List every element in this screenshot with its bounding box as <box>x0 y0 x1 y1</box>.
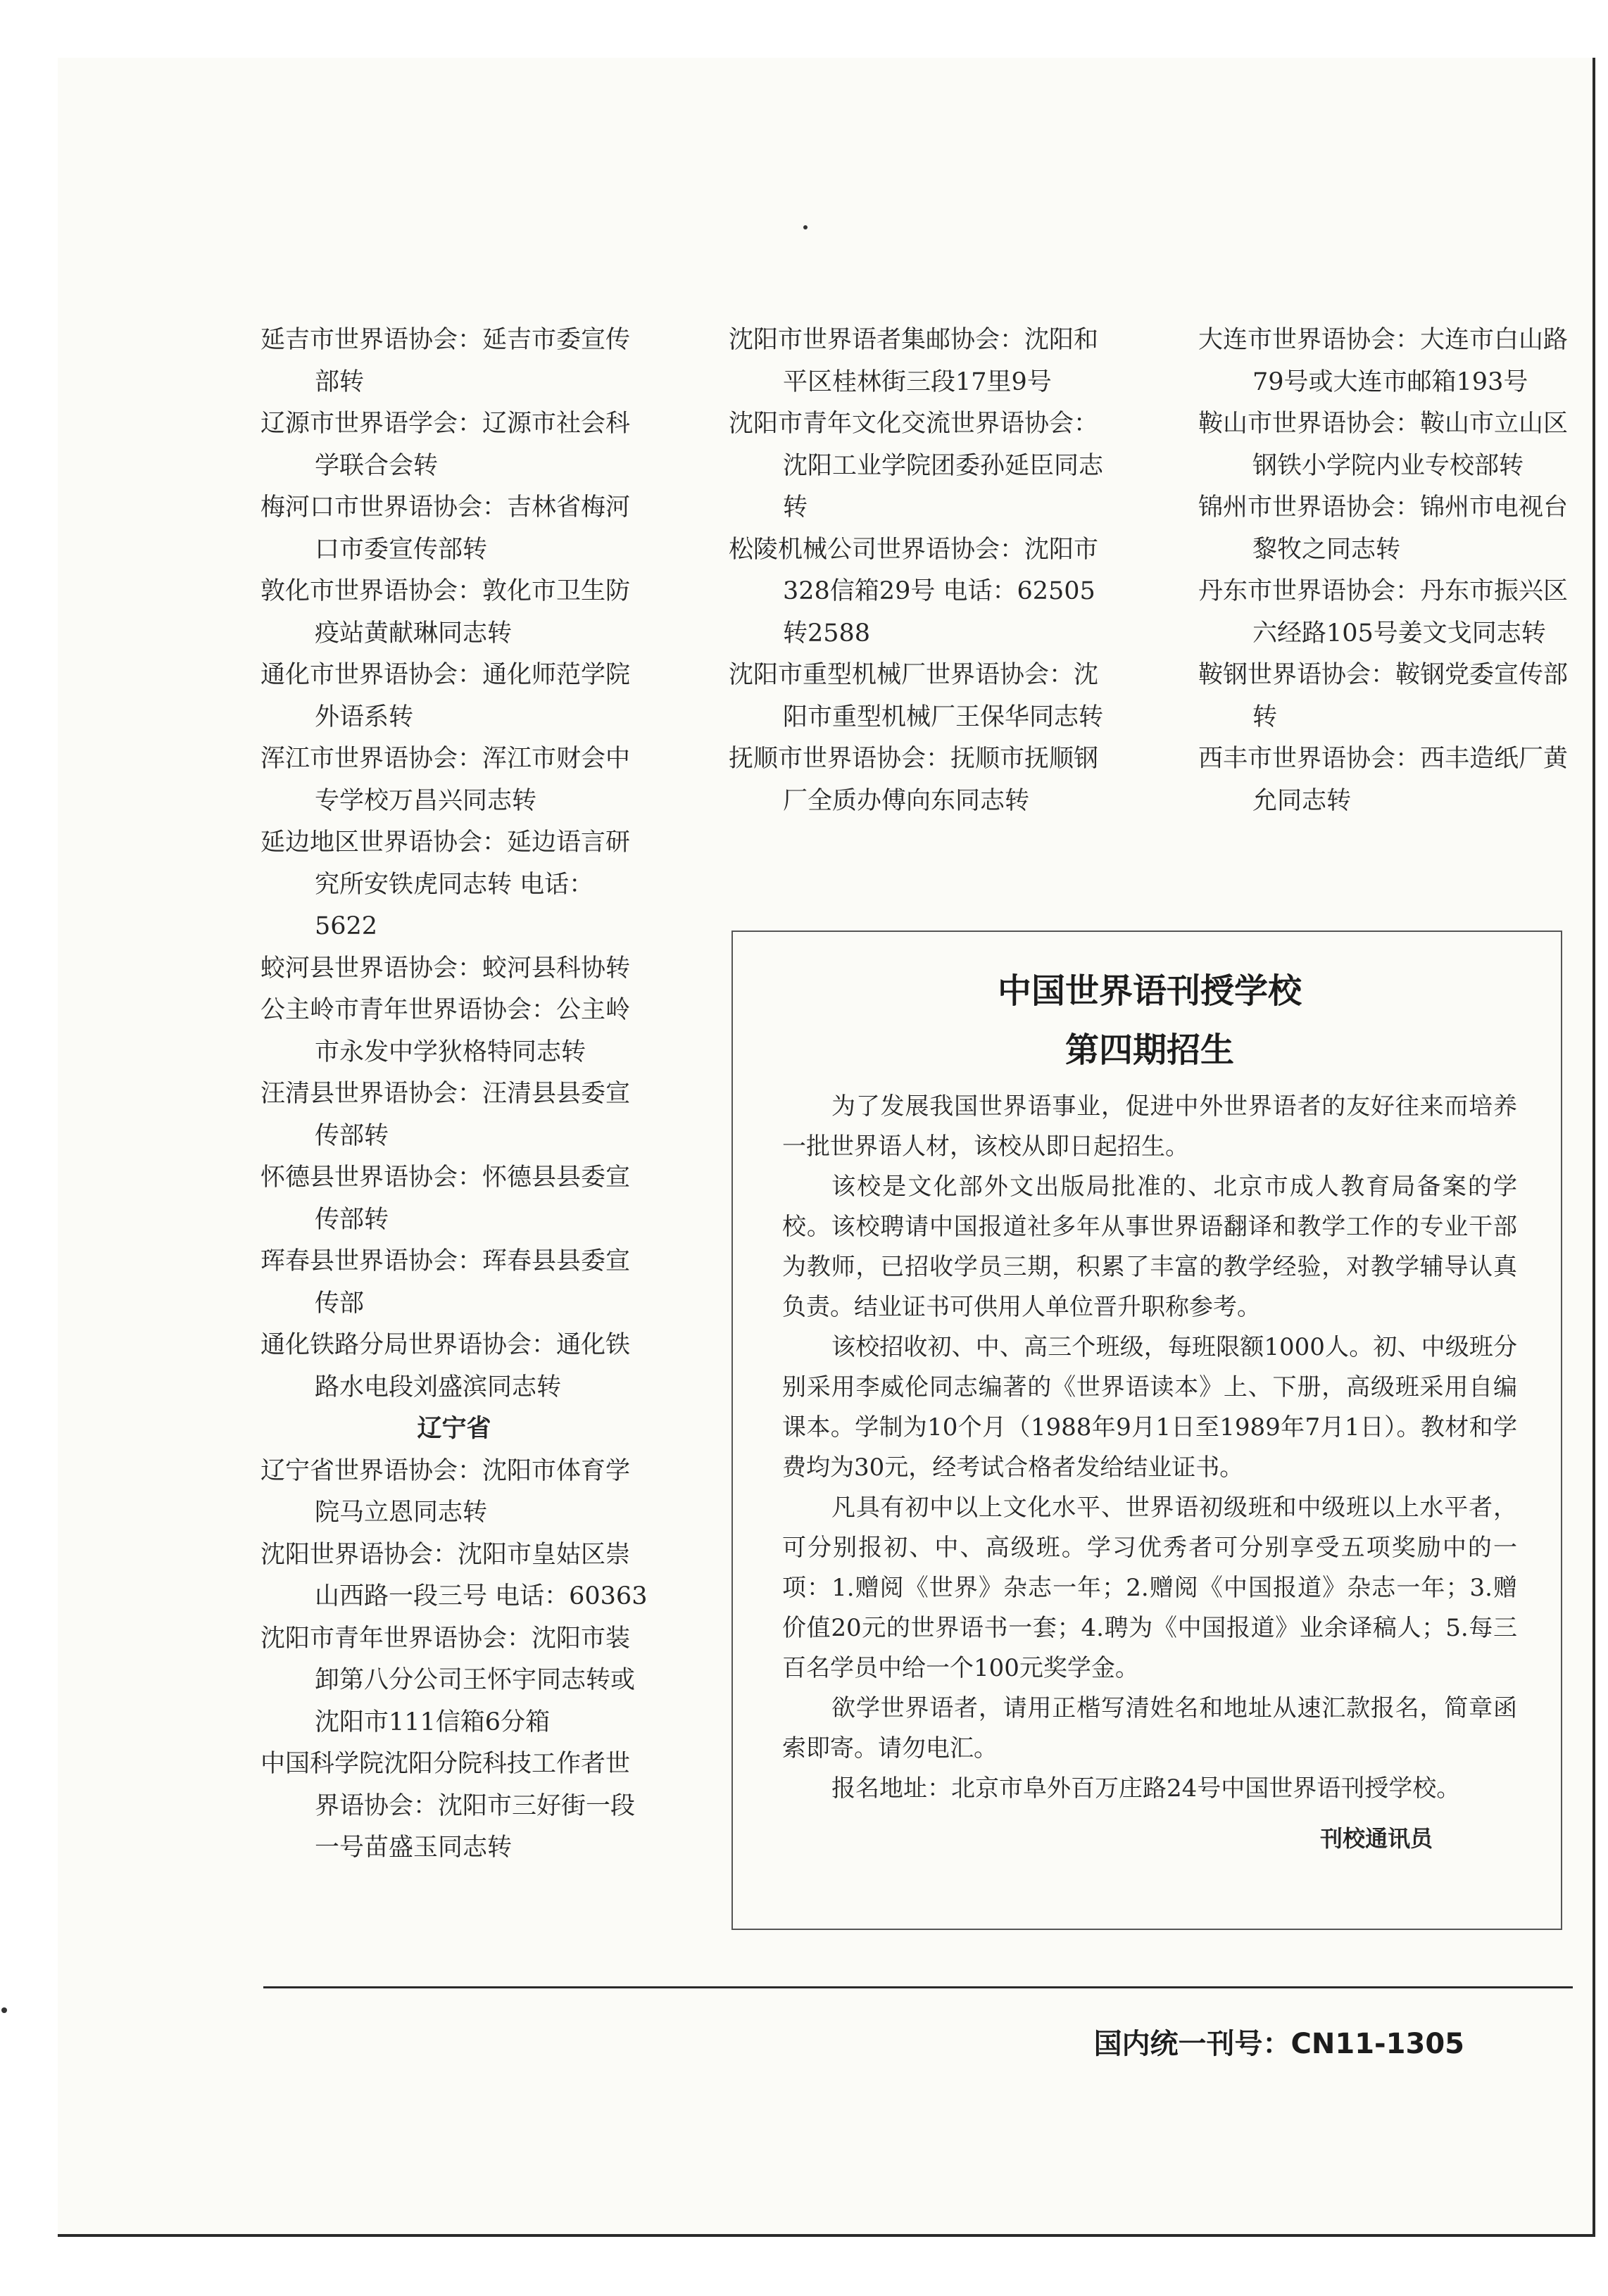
list-item: 敦化市世界语协会：敦化市卫生防疫站黄献琳同志转 <box>260 577 631 648</box>
page-sheet <box>58 58 1595 2237</box>
column-3 <box>1198 320 1589 822</box>
list-item: 丹东市世界语协会：丹东市振兴区六经路105号姜文戈同志转 <box>1198 577 1569 648</box>
list-item: 锦州市世界语协会：锦州市电视台黎牧之同志转 <box>1198 493 1569 564</box>
notice-paragraph: 该校是文化部外文出版局批准的、北京市成人教育局备案的学校。该校聘请中国报道社多年从事世界语翻译和教学工作的专业干部为教师，已招收学员三期，积累了丰富的教学经验，对教学辅导认真负责。结业证书可供用人单位晋升职称参考。 <box>782 1173 1517 1321</box>
notice-paragraph: 凡具有初中以上文化水平、世界语初级班和中级班以上水平者，可分别报初、中、高级班。学习优秀者可分别享受五项奖励中的一项：1.赠阅《世界》杂志一年；2.赠阅《中国报道》杂志一年；3.赠价值20元的世界语书一套；4.聘为《中国报道》业余译稿人；5.每三百名学员中给一个100元奖学金。 <box>782 1494 1517 1682</box>
list-item: 汪清县世界语协会：汪清县县委宣传部转 <box>260 1080 631 1150</box>
print-speck <box>803 225 808 229</box>
list-item: 梅河口市世界语协会：吉林省梅河口市委宣传部转 <box>260 493 631 564</box>
notice-paragraph: 报名地址：北京市阜外百万庄路24号中国世界语刊授学校。 <box>831 1774 1461 1803</box>
column-1 <box>260 320 648 1869</box>
notice-paragraph: 为了发展我国世界语事业，促进中外世界语者的友好往来而培养一批世界语人材，该校从即日起招生。 <box>782 1092 1517 1161</box>
list-item: 抚顺市世界语协会：抚顺市抚顺钢厂全质办傅向东同志转 <box>729 745 1099 815</box>
list-item: 大连市世界语协会：大连市白山路79号或大连市邮箱193号 <box>1198 326 1569 396</box>
print-speck <box>1 2007 7 2013</box>
list-item: 松陵机械公司世界语协会：沈阳市328信箱29号 电话：62505转2588 <box>729 535 1099 648</box>
list-item: 沈阳市青年文化交流世界语协会：沈阳工业学院团委孙延臣同志转 <box>729 410 1104 522</box>
notice-subtitle: 第四期招生 <box>1064 1030 1234 1070</box>
list-item: 蛟河县世界语协会：蛟河县科协转 <box>260 954 631 983</box>
list-item: 沈阳市重型机械厂世界语协会：沈阳市重型机械厂王保华同志转 <box>729 661 1104 731</box>
province-heading: 辽宁省 <box>417 1415 491 1443</box>
list-item: 浑江市世界语协会：浑江市财会中专学校万昌兴同志转 <box>260 745 631 815</box>
footer-divider <box>263 1986 1573 1988</box>
notice-signature: 刊校通讯员 <box>1319 1825 1433 1852</box>
issn-number: 国内统一刊号：CN11-1305 <box>1093 2028 1464 2060</box>
enrollment-notice-box <box>731 931 1562 1930</box>
column-2 <box>729 320 1109 822</box>
notice-title: 中国世界语刊授学校 <box>997 971 1302 1011</box>
list-item: 沈阳市世界语者集邮协会：沈阳和平区桂林街三段17里9号 <box>729 326 1099 396</box>
list-item: 珲春县世界语协会：珲春县县委宣传部 <box>260 1247 631 1318</box>
notice-paragraph: 该校招收初、中、高三个班级，每班限额1000人。初、中级班分别采用李威伦同志编著的《世界语读本》上、下册，高级班采用自编课本。学制为10个月（1988年9月1日至1989年7月1日）。教材和学费均为30元，经考试合格者发给结业证书。 <box>782 1333 1517 1482</box>
list-item: 延吉市世界语协会：延吉市委宣传部转 <box>260 326 631 396</box>
notice-paragraph: 欲学世界语者，请用正楷写清姓名和地址从速汇款报名，简章函索即寄。请勿电汇。 <box>782 1694 1517 1762</box>
list-item: 中国科学院沈阳分院科技工作者世界语协会：沈阳市三好街一段一号苗盛玉同志转 <box>260 1750 636 1862</box>
list-item: 公主岭市青年世界语协会：公主岭市永发中学狄格特同志转 <box>260 996 631 1066</box>
list-item: 辽宁省世界语协会：沈阳市体育学院马立恩同志转 <box>260 1456 631 1527</box>
list-item: 通化市世界语协会：通化师范学院外语系转 <box>260 661 631 731</box>
list-item: 鞍钢世界语协会：鞍钢党委宣传部转 <box>1198 661 1569 731</box>
list-item: 鞍山市世界语协会：鞍山市立山区钢铁小学院内业专校部转 <box>1198 410 1569 480</box>
list-item: 沈阳市青年世界语协会：沈阳市装卸第八分公司王怀宇同志转或沈阳市111信箱6分箱 <box>260 1624 636 1736</box>
list-item: 通化铁路分局世界语协会：通化铁路水电段刘盛滨同志转 <box>260 1331 631 1401</box>
list-item: 延边地区世界语协会：延边语言研究所安铁虎同志转 电话：5622 <box>260 828 631 940</box>
list-item: 怀德县世界语协会：怀德县县委宣传部转 <box>260 1163 631 1234</box>
list-item: 辽源市世界语学会：辽源市社会科学联合会转 <box>260 410 631 480</box>
list-item: 沈阳世界语协会：沈阳市皇姑区崇山西路一段三号 电话：60363 <box>260 1540 648 1610</box>
list-item: 西丰市世界语协会：西丰造纸厂黄允同志转 <box>1198 745 1569 815</box>
